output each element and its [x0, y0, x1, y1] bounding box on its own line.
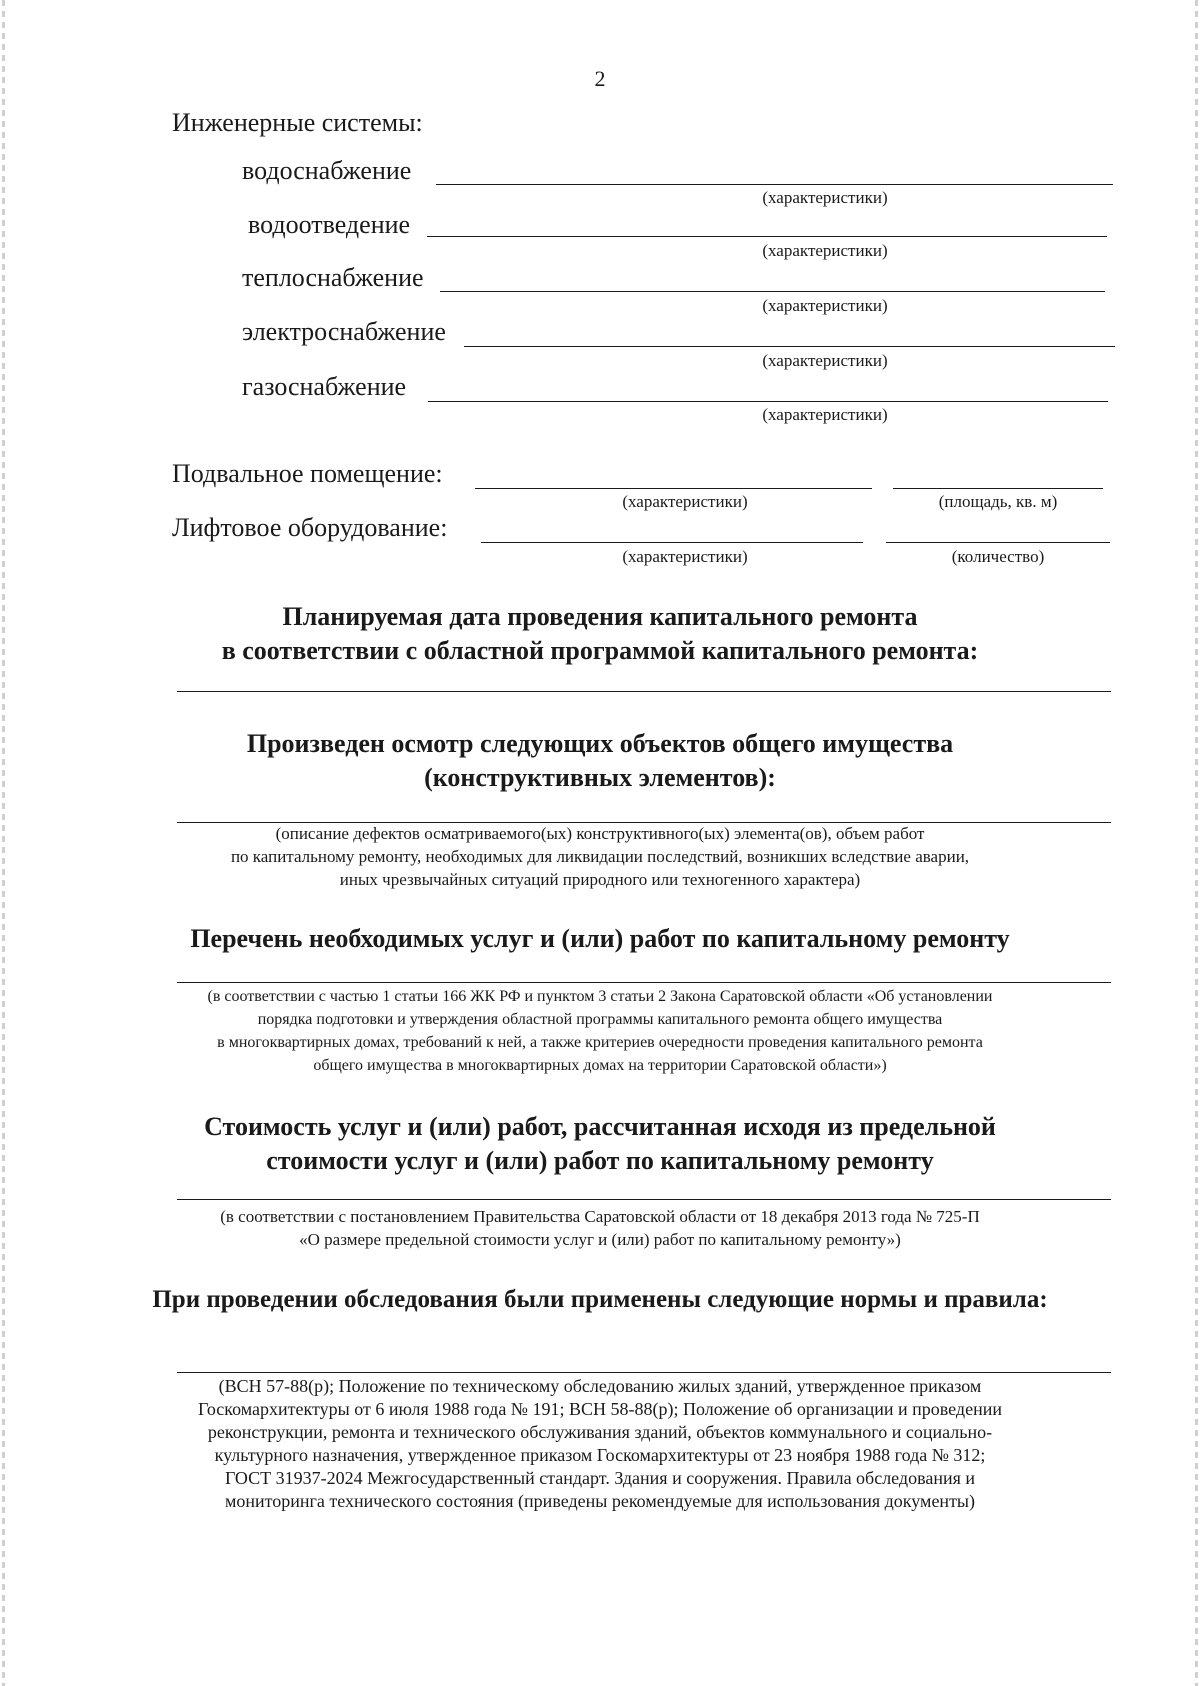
row-label: теплоснабжение	[242, 263, 424, 292]
row-caption: (характеристики)	[762, 296, 888, 315]
note-line: (в соответствии с постановлением Правительства Саратовской области от 18 декабря 2013 года № 725-П	[220, 1207, 980, 1226]
fill-line	[427, 236, 1107, 237]
inspection-heading-line1: Произведен осмотр следующих объектов общего имущества	[246, 729, 954, 758]
fill-line	[481, 542, 863, 543]
norms-heading: При проведении обследования были применены следующие нормы и правила:	[152, 1286, 1048, 1313]
basement-label: Подвальное помещение:	[172, 459, 443, 488]
planned-heading-line2: в соответствии с областной программой капитального ремонта:	[221, 636, 979, 665]
note-line: общего имущества в многоквартирных домах на территории Саратовской области»)	[313, 1057, 887, 1074]
planned-heading-line1: Планируемая дата проведения капитального ремонта	[282, 602, 918, 631]
row-caption: (характеристики)	[762, 188, 888, 207]
fill-line	[475, 488, 872, 489]
cost-note	[0, 1205, 1200, 1251]
norms-note	[0, 1375, 1200, 1513]
note-line: культурного назначения, утвержденное приказом Госкомархитектуры от 23 ноября 1988 года № 312;	[214, 1445, 986, 1465]
fill-line	[440, 291, 1105, 292]
cost-heading-line1: Стоимость услуг и (или) работ, рассчитанная исходя из предельной	[204, 1112, 996, 1141]
inspection-note	[0, 822, 1200, 891]
page-number: 2	[594, 66, 606, 91]
planned-fill-line	[177, 691, 1111, 692]
note-line: иных чрезвычайных ситуаций природного или техногенного характера)	[339, 870, 861, 889]
note-line: (в соответствии с частью 1 статьи 166 ЖК РФ и пунктом 3 статьи 2 Закона Саратовской области «Об установлении	[207, 988, 993, 1005]
row-label: водоотведение	[248, 210, 411, 239]
note-line: в многоквартирных домах, требований к ней, а также критериев очередности проведения капитального ремонта	[217, 1034, 983, 1051]
row-caption: (характеристики)	[762, 351, 888, 370]
basement-caption-area: (площадь, кв. м)	[938, 492, 1058, 511]
row-caption: (характеристики)	[762, 405, 888, 424]
fill-line	[436, 184, 1113, 185]
note-line: порядка подготовки и утверждения областной программы капитального ремонта общего имущества	[257, 1011, 943, 1028]
row-label: водоснабжение	[242, 156, 412, 185]
row-label: электроснабжение	[242, 317, 446, 346]
note-line: по капитальному ремонту, необходимых для ликвидации последствий, возникших вследствие аварии,	[230, 847, 970, 866]
fill-line	[464, 346, 1115, 347]
note-line: Госкомархитектуры от 6 июля 1988 года № 191; ВСН 58-88(р); Положение об организации и проведении	[198, 1399, 1002, 1419]
fill-line	[886, 542, 1110, 543]
cost-fill-line	[177, 1199, 1111, 1200]
row-caption: (характеристики)	[762, 241, 888, 260]
elevator-caption-quantity: (количество)	[951, 547, 1045, 566]
services-note	[0, 985, 1200, 1077]
basement-caption-characteristics: (характеристики)	[622, 492, 748, 511]
fill-line	[428, 401, 1108, 402]
services-fill-line	[177, 982, 1111, 983]
note-line: (ВСН 57-88(р); Положение по техническому обследованию жилых зданий, утвержденное приказом	[218, 1376, 982, 1396]
note-line: мониторинга технического состояния (приведены рекомендуемые для использования документы)	[224, 1491, 976, 1511]
inspection-heading-line2: (конструктивных элементов):	[424, 763, 776, 792]
note-line: (описание дефектов осматриваемого(ых) конструктивного(ых) элемента(ов), объем работ	[275, 824, 925, 843]
row-label: газоснабжение	[242, 372, 407, 401]
note-line: реконструкции, ремонта и технического обслуживания зданий, объектов коммунального и социально-	[207, 1422, 993, 1442]
services-heading: Перечень необходимых услуг и (или) работ по капитальному ремонту	[190, 924, 1010, 953]
cost-heading-line2: стоимости услуг и (или) работ по капитальному ремонту	[266, 1146, 934, 1175]
engineering-title: Инженерные системы:	[172, 108, 423, 137]
elevator-label: Лифтовое оборудование:	[172, 513, 448, 542]
elevator-caption-characteristics: (характеристики)	[622, 547, 748, 566]
norms-fill-line	[177, 1372, 1111, 1373]
fill-line	[893, 488, 1103, 489]
note-line: ГОСТ 31937-2024 Межгосударственный стандарт. Здания и сооружения. Правила обследования и	[224, 1468, 976, 1488]
note-line: «О размере предельной стоимости услуг и (или) работ по капитальному ремонту»)	[299, 1230, 901, 1249]
